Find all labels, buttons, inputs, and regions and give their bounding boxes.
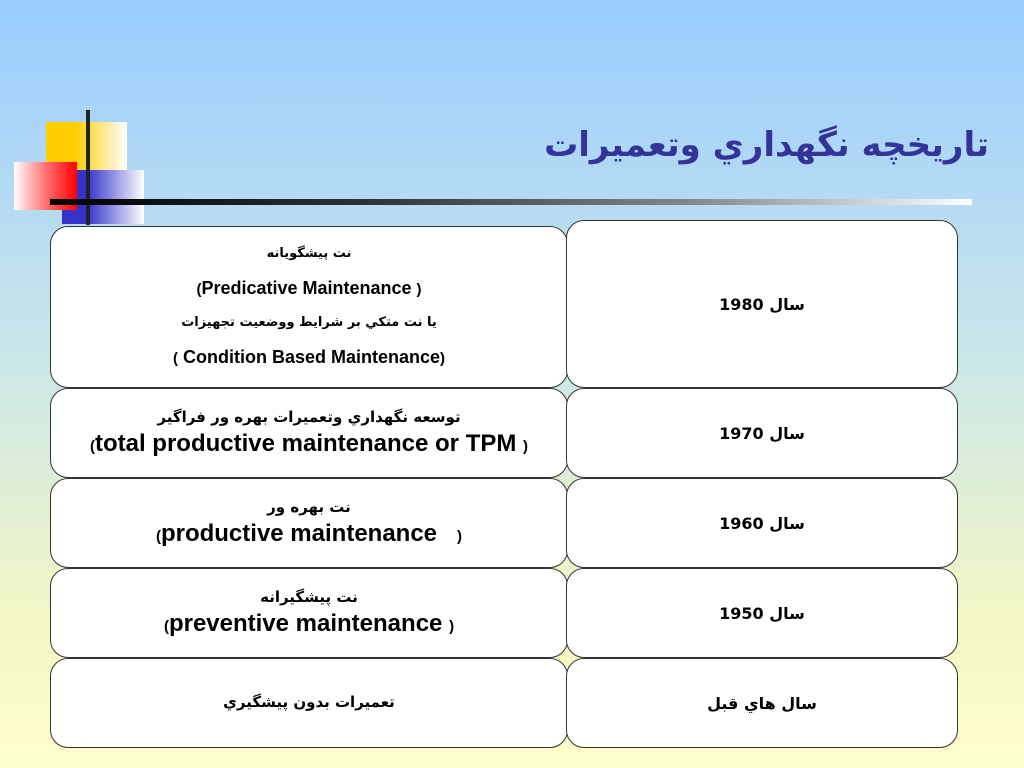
row-1950-year: سال 1950 xyxy=(566,568,958,658)
row-1980-year: سال 1980 xyxy=(566,220,958,388)
row-earlier-description xyxy=(50,658,568,748)
row-1960-fa: نت بهره ور xyxy=(267,497,351,516)
row-earlier-fa: تعميرات بدون پيشگيري xyxy=(223,693,395,712)
row-1980-en-1: (Predicative Maintenance ) xyxy=(196,278,422,298)
row-1960-description xyxy=(50,478,568,568)
row-1980-en-2: ( Condition Based Maintenance) xyxy=(172,346,446,367)
row-earlier-year: سال هاي قبل xyxy=(566,658,958,748)
row-1980-fa-1: نت پیشگویانه xyxy=(266,246,352,262)
row-1980-description xyxy=(50,226,568,388)
row-1950-description xyxy=(50,568,568,658)
slide-title: تاريخچه نگهداري وتعميرات xyxy=(544,125,989,165)
row-1960-year: سال 1960 xyxy=(566,478,958,568)
row-1970-year: سال 1970 xyxy=(566,388,958,478)
row-1970-en: (total productive maintenance or TPM ) xyxy=(89,430,529,458)
row-1950-fa: نت پیشگیرانه xyxy=(260,587,358,606)
row-1950-en: (preventive maintenance ) xyxy=(163,610,455,638)
row-1960-en: (productive maintenance ) xyxy=(155,520,463,548)
decor-vertical-line xyxy=(86,110,90,225)
row-1970-description xyxy=(50,388,568,478)
title-underline xyxy=(50,199,972,205)
row-1980-fa-2: یا نت متكي بر شرايط ووضعيت تجهيزات xyxy=(181,315,437,330)
row-1970-fa: توسعه نگهداري وتعميرات بهره ور فراگیر xyxy=(157,407,461,426)
